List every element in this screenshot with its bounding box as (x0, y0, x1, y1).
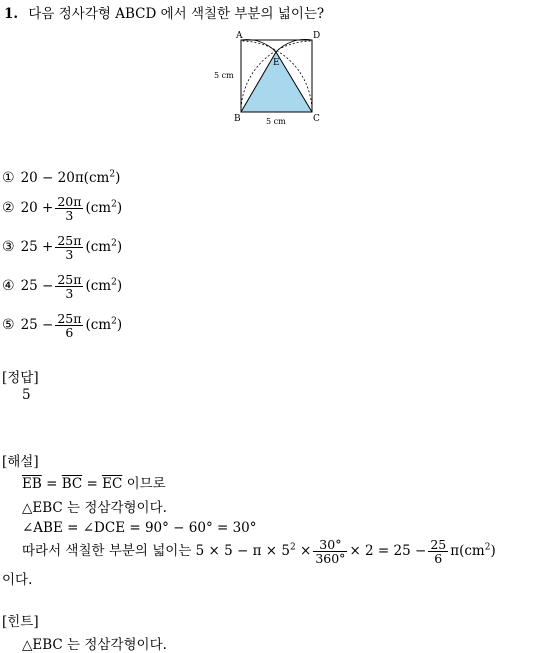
square-figure (210, 28, 330, 128)
fraction: $\frac{25}{6}$ (430, 537, 447, 567)
option-1[interactable]: ① $20 - 20\pi(cm^2)$ (2, 169, 121, 186)
option-5[interactable]: ⑤ 25 − $\frac{25\pi}{6}$ $(cm^2)$ (2, 311, 123, 341)
solution-heading: [해설] (2, 454, 39, 470)
side-left-label: 5 cm (214, 71, 234, 80)
solution-line-1: $\overline{EB} = \overline{BC} = \overline{EC}$ 이므로 (22, 476, 166, 492)
label-c: C (313, 114, 320, 124)
side-bottom-label: 5 cm (266, 117, 286, 126)
fraction: $\frac{25\pi}{3}$ (57, 233, 82, 263)
option-text: 20 − 20π(cm (20, 170, 110, 186)
label-b: B (234, 114, 241, 124)
question-line (4, 2, 324, 22)
option-2[interactable]: ② 20 + $\frac{20\pi}{3}$ $(cm^2)$ (2, 194, 123, 224)
fraction: $\frac{30^\circ}{360^\circ}$ (315, 537, 346, 567)
option-mark: ⑤ (2, 317, 15, 334)
question-text: 다음 정사각형 ABCD 에서 색칠한 부분의 넓이는? (28, 6, 325, 22)
label-e: E (273, 58, 280, 68)
solution-line-5: 이다. (2, 572, 33, 588)
solution-line-3: ∠ABE = ∠DCE = 90° − 60° = 30° (22, 520, 257, 536)
label-d: D (313, 31, 321, 41)
option-4[interactable]: ④ 25 − $\frac{25\pi}{3}$ $(cm^2)$ (2, 272, 123, 302)
solution-line-4: 따라서 색칠한 부분의 넓이는 $5 \times 5 - \pi \times 5^2$ × $\frac{30^\circ}{360^\circ}$ × 2 = 25 − $\frac{25}{6}$ $\pi(cm^2)$ (22, 537, 496, 567)
option-mark: ④ (2, 278, 15, 295)
option-mark: ② (2, 200, 15, 217)
fraction: $\frac{25\pi}{3}$ (57, 272, 82, 302)
fraction: $\frac{20\pi}{3}$ (57, 194, 82, 224)
option-mark: ③ (2, 239, 15, 256)
answer-value: 5 (22, 387, 31, 403)
fraction: $\frac{25\pi}{6}$ (57, 311, 82, 341)
solution-line-2: △EBC 는 정삼각형이다. (22, 500, 167, 516)
label-a: A (236, 31, 243, 41)
option-mark: ① (2, 170, 15, 186)
answer-heading: [정답] (2, 370, 39, 386)
hint-text: △EBC 는 정삼각형이다. (22, 637, 167, 653)
hint-heading: [힌트] (2, 614, 39, 630)
question-number: 1. (4, 6, 19, 22)
option-3[interactable]: ③ 25 + $\frac{25\pi}{3}$ $(cm^2)$ (2, 233, 123, 263)
